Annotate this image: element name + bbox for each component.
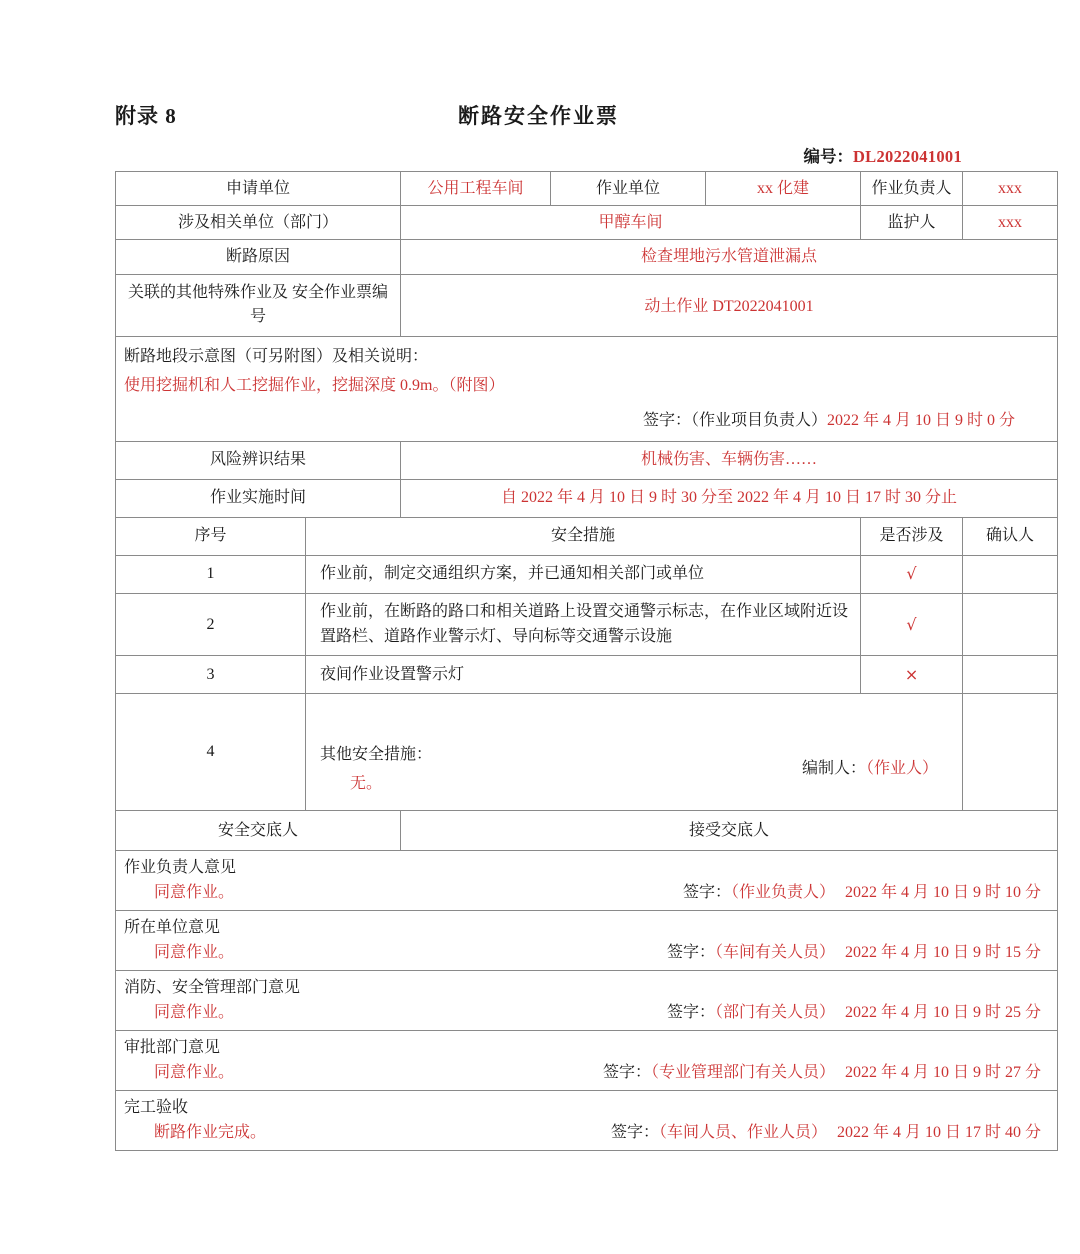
opinion-sign-role: （车间人员、作业人员） — [658, 1123, 827, 1141]
other-measure-value: 无。 — [350, 774, 383, 792]
row-opinion — [116, 1030, 1058, 1090]
row-sketch — [116, 336, 1058, 441]
opinion-title: 所在单位意见 — [124, 919, 221, 937]
briefing-giver-label: 安全交底人 — [116, 810, 401, 850]
associated-label-line-1: 关联的其他特殊作业及 — [127, 284, 288, 302]
opinion-sign-date: 2022 年 4 月 10 日 9 时 15 分 — [845, 943, 1042, 961]
table-row — [116, 593, 1058, 655]
work-time-value: 自 2022 年 4 月 10 日 9 时 30 分至 2022 年 4 月 10 日 17 时 30 分止 — [401, 479, 1058, 517]
other-measure-maker — [802, 757, 938, 780]
work-unit-value: xx 化建 — [706, 172, 861, 206]
row-opinion — [116, 1090, 1058, 1150]
other-measure-title: 其他安全措施： — [320, 745, 433, 763]
opinion-sign-label: 签字： — [610, 1123, 659, 1141]
opinion-sign-role: （部门有关人员） — [714, 1003, 835, 1021]
measure-no: 1 — [116, 555, 306, 593]
opinion-sign-role: （专业管理部门有关人员） — [650, 1063, 835, 1081]
opinion-body: 同意作业。 — [154, 1004, 235, 1022]
work-leader-value: xxx — [963, 172, 1058, 206]
measure-applicable-mark: √ — [861, 555, 963, 593]
guardian-value: xxx — [963, 206, 1058, 240]
opinion-sign-label: 签字： — [666, 943, 715, 961]
measure-applicable-mark: √ — [861, 593, 963, 655]
risk-value: 机械伤害、车辆伤害…… — [401, 441, 1058, 479]
sketch-signature-label: 签字：（作业项目负责人） — [642, 411, 827, 429]
sketch-signature — [124, 409, 1049, 432]
related-units-label: 涉及相关单位（部门） — [116, 206, 401, 240]
row-opinion — [116, 970, 1058, 1030]
measure-confirmer — [963, 593, 1058, 655]
opinion-signature — [667, 1001, 1041, 1024]
opinion-sign-date: 2022 年 4 月 10 日 17 时 40 分 — [837, 1123, 1042, 1141]
row-associated — [116, 274, 1058, 336]
permit-number-value: DL2022041001 — [852, 147, 962, 166]
opinion-signature — [611, 1121, 1041, 1144]
reason-label: 断路原因 — [116, 240, 401, 274]
opinion-block — [116, 850, 1058, 910]
measure-no: 3 — [116, 655, 306, 693]
other-measure-confirmer — [963, 693, 1058, 810]
row-applicant — [116, 172, 1058, 206]
permit-number-label: 编号： — [803, 147, 853, 166]
measure-no: 2 — [116, 593, 306, 655]
opinion-sign-label: 签字： — [602, 1063, 651, 1081]
applicant-label: 申请单位 — [116, 172, 401, 206]
permit-form — [115, 171, 1058, 1151]
guardian-label: 监护人 — [861, 206, 963, 240]
other-measure-block — [306, 693, 963, 810]
opinion-sign-date: 2022 年 4 月 10 日 9 时 10 分 — [845, 883, 1042, 901]
table-row — [116, 555, 1058, 593]
opinion-block — [116, 970, 1058, 1030]
opinion-title: 消防、安全管理部门意见 — [124, 979, 301, 997]
other-measure-no: 4 — [116, 693, 306, 810]
row-work-time — [116, 479, 1058, 517]
opinion-sign-date: 2022 年 4 月 10 日 9 时 25 分 — [845, 1003, 1042, 1021]
row-risk — [116, 441, 1058, 479]
opinion-sign-role: （车间有关人员） — [714, 943, 835, 961]
measure-text: 作业前，制定交通组织方案，并已通知相关部门或单位 — [306, 555, 861, 593]
measure-text: 夜间作业设置警示灯 — [306, 655, 861, 693]
row-measures-header — [116, 517, 1058, 555]
measure-confirmer — [963, 555, 1058, 593]
row-briefing — [116, 810, 1058, 850]
risk-label: 风险辨识结果 — [116, 441, 401, 479]
work-time-label: 作业实施时间 — [116, 479, 401, 517]
measures-header-applicable: 是否涉及 — [861, 517, 963, 555]
related-units-value: 甲醇车间 — [401, 206, 861, 240]
opinion-body: 同意作业。 — [154, 944, 235, 962]
measure-text: 作业前，在断路的路口和相关道路上设置交通警示标志，在作业区域附近设置路栏、道路作业警示灯、导向标等交通警示设施 — [306, 593, 861, 655]
row-reason — [116, 240, 1058, 274]
associated-value: 动土作业 DT2022041001 — [401, 274, 1058, 336]
opinion-sign-label: 签字： — [682, 883, 731, 901]
briefing-receiver-label: 接受交底人 — [401, 810, 1058, 850]
opinion-body: 断路作业完成。 — [154, 1124, 267, 1142]
sketch-block — [116, 336, 1058, 441]
measure-confirmer — [963, 655, 1058, 693]
opinion-sign-role: （作业负责人） — [730, 883, 835, 901]
associated-label — [116, 274, 401, 336]
opinion-block — [116, 1030, 1058, 1090]
row-opinion — [116, 850, 1058, 910]
work-unit-label: 作业单位 — [551, 172, 706, 206]
opinion-body: 同意作业。 — [154, 1064, 235, 1082]
sketch-description: 使用挖掘机和人工挖掘作业，挖掘深度 0.9m。（附图） — [124, 377, 505, 395]
page-title: 断路安全作业票 — [458, 104, 619, 128]
reason-value: 检查埋地污水管道泄漏点 — [401, 240, 1058, 274]
opinion-title: 审批部门意见 — [124, 1039, 221, 1057]
opinion-block — [116, 910, 1058, 970]
opinion-signature — [683, 881, 1041, 904]
table-row — [116, 655, 1058, 693]
row-other-measures — [116, 693, 1058, 810]
maker-value: （作业人） — [866, 759, 939, 777]
appendix-label: 附录 8 — [115, 104, 177, 128]
work-leader-label: 作业负责人 — [871, 180, 952, 197]
measures-header-no: 序号 — [116, 517, 306, 555]
maker-label: 编制人： — [801, 759, 866, 777]
row-opinion — [116, 910, 1058, 970]
measure-applicable-mark: × — [861, 655, 963, 693]
sketch-title: 断路地段示意图（可另附图）及相关说明： — [124, 348, 429, 366]
opinion-block — [116, 1090, 1058, 1150]
associated-label-line-2: 安全作业票编号 — [250, 284, 389, 326]
document-header — [115, 100, 962, 140]
opinion-sign-label: 签字： — [666, 1003, 715, 1021]
row-related-units — [116, 206, 1058, 240]
work-leader-group — [861, 172, 963, 206]
opinion-signature — [667, 941, 1041, 964]
opinion-title: 完工验收 — [124, 1099, 189, 1117]
opinion-signature — [603, 1061, 1041, 1084]
applicant-value: 公用工程车间 — [401, 172, 551, 206]
opinion-title: 作业负责人意见 — [124, 859, 237, 877]
sketch-signature-date: 2022 年 4 月 10 日 9 时 0 分 — [827, 411, 1016, 429]
permit-number-line — [115, 143, 962, 167]
opinion-body: 同意作业。 — [154, 884, 235, 902]
measures-header-measure: 安全措施 — [306, 517, 861, 555]
opinion-sign-date: 2022 年 4 月 10 日 9 时 27 分 — [845, 1063, 1042, 1081]
measures-header-confirmer: 确认人 — [963, 517, 1058, 555]
